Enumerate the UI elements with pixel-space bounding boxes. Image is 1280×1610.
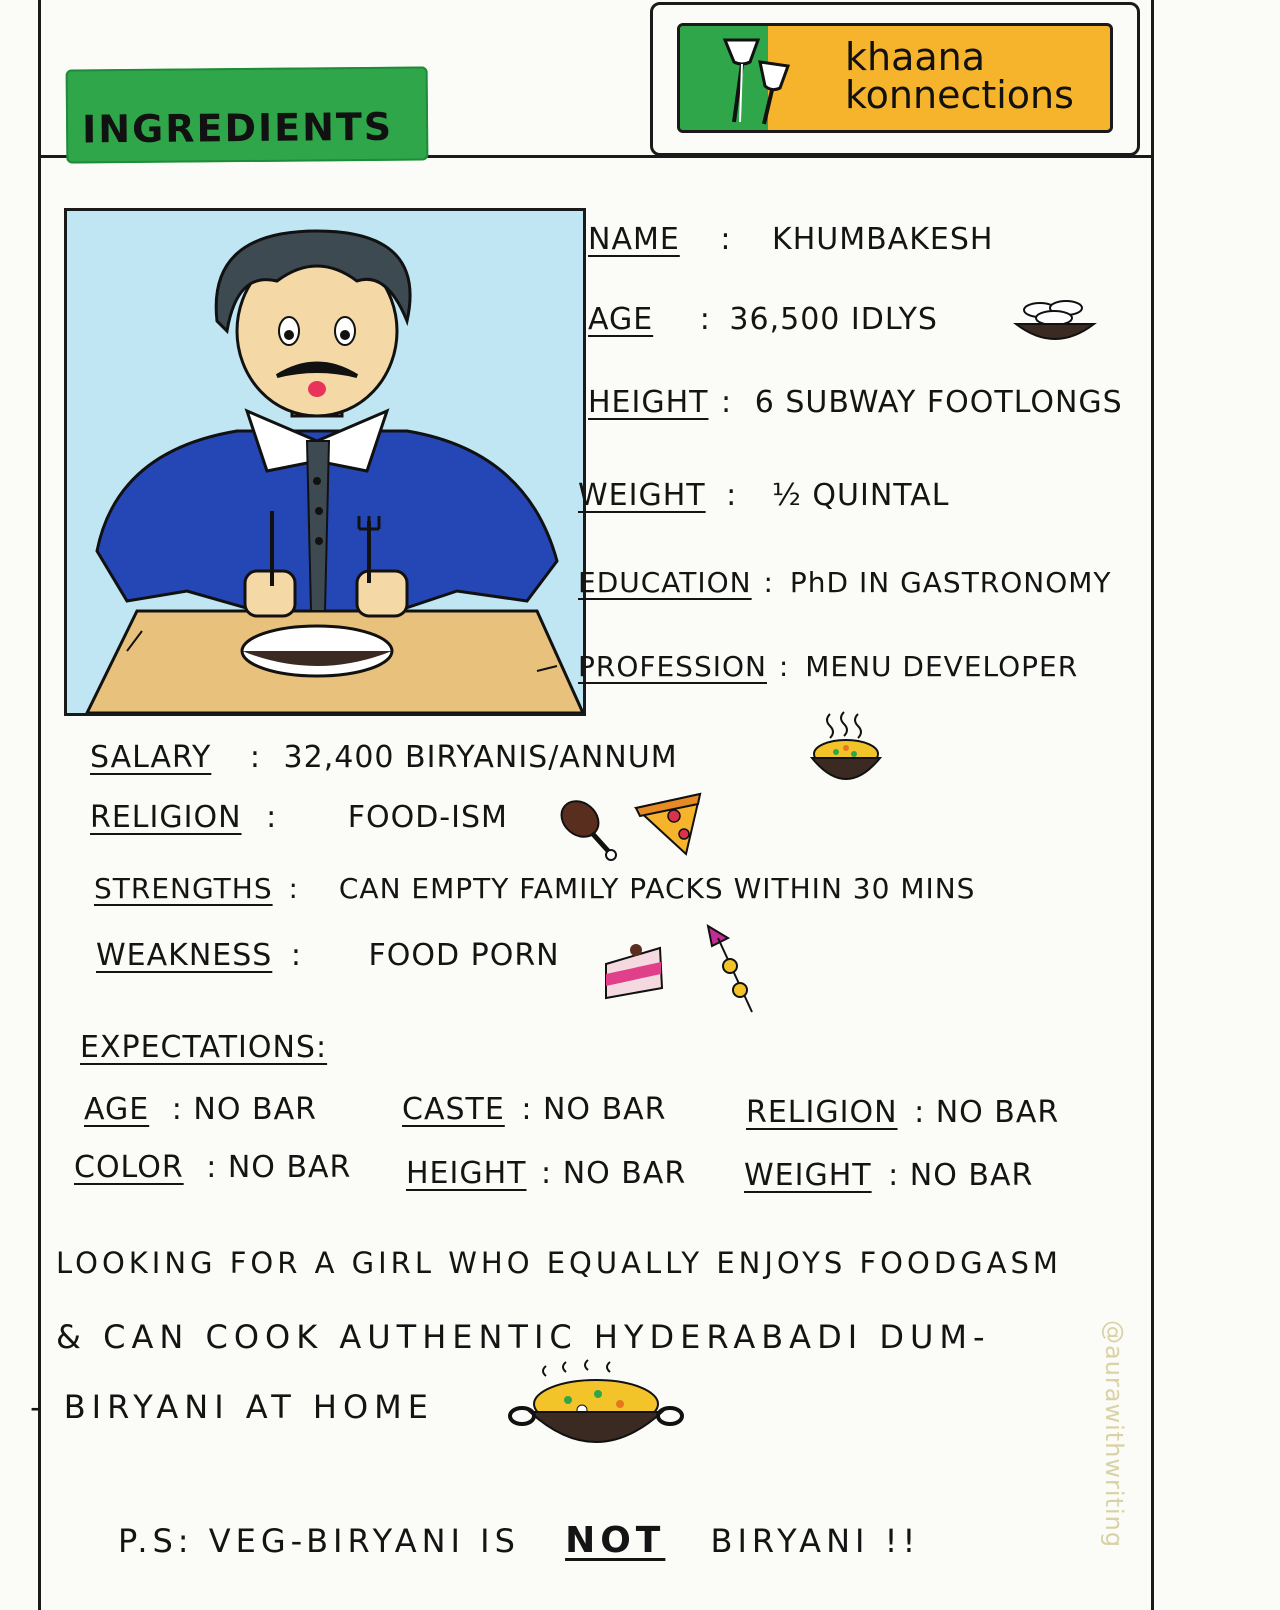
exp-religion-value: : NO BAR xyxy=(914,1095,1060,1130)
exp-age-field xyxy=(84,1092,317,1127)
looking-for-line-1: LOOKING FOR A GIRL WHO EQUALLY ENJOYS FOODGASM xyxy=(56,1246,1062,1280)
exp-age-label: AGE xyxy=(84,1092,150,1127)
salary-label: SALARY xyxy=(90,740,212,775)
height-label: HEIGHT xyxy=(588,385,709,420)
wine-glasses-icon xyxy=(720,32,810,126)
exp-caste-field xyxy=(402,1092,667,1127)
name-value: KHUMBAKESH xyxy=(772,222,994,257)
skewer-icon xyxy=(700,920,762,1020)
logo-text xyxy=(845,35,1074,117)
exp-weight-value: : NO BAR xyxy=(888,1158,1034,1193)
height-field xyxy=(588,385,1123,420)
looking-for-line-3: - BIRYANI AT HOME xyxy=(30,1388,434,1426)
education-sep: : xyxy=(763,566,774,599)
exp-age-value: : NO BAR xyxy=(171,1092,317,1127)
height-sep: : xyxy=(721,385,733,420)
weight-value: ½ QUINTAL xyxy=(771,478,950,513)
exp-color-field xyxy=(74,1150,351,1185)
exp-caste-label: CASTE xyxy=(402,1092,505,1127)
religion-value: FOOD-ISM xyxy=(347,800,508,835)
weight-sep: : xyxy=(726,478,738,513)
age-field xyxy=(588,302,938,337)
weight-label: WEIGHT xyxy=(578,478,706,513)
salary-value: 32,400 BIRYANIS/ANNUM xyxy=(283,740,678,775)
height-value: 6 SUBWAY FOOTLONGS xyxy=(754,385,1123,420)
weakness-value: FOOD PORN xyxy=(368,938,560,973)
name-label: NAME xyxy=(588,222,680,257)
salary-sep: : xyxy=(249,740,261,775)
weakness-field xyxy=(96,938,560,973)
education-field xyxy=(578,566,1112,599)
strengths-field xyxy=(94,872,975,905)
biryani-bowl-icon xyxy=(808,710,884,792)
portrait-illustration xyxy=(64,208,586,716)
ps-suffix: BIRYANI !! xyxy=(710,1522,921,1560)
biryani-handi-icon xyxy=(508,1352,684,1456)
exp-weight-field xyxy=(744,1158,1033,1193)
religion-sep: : xyxy=(266,800,278,835)
age-label: AGE xyxy=(588,302,654,337)
exp-religion-field xyxy=(746,1095,1059,1130)
weakness-sep: : xyxy=(290,938,302,973)
ps-line xyxy=(118,1520,920,1561)
strengths-sep: : xyxy=(288,872,299,905)
chef-portrait-image xyxy=(67,211,583,713)
logo-badge xyxy=(677,23,1113,133)
logo-line-2: konnections xyxy=(845,73,1074,117)
profession-sep: : xyxy=(778,650,790,683)
exp-height-label: HEIGHT xyxy=(406,1156,527,1191)
exp-height-value: : NO BAR xyxy=(541,1156,687,1191)
exp-color-value: : NO BAR xyxy=(206,1150,352,1185)
ps-emphasis: NOT xyxy=(565,1520,666,1561)
name-sep: : xyxy=(720,222,732,257)
weakness-label: WEAKNESS xyxy=(96,938,273,973)
ingredients-label: INGREDIENTS xyxy=(81,104,394,152)
watermark: @aurawithwriting xyxy=(1100,1320,1128,1549)
name-field xyxy=(588,222,993,257)
expectations-heading: EXPECTATIONS: xyxy=(80,1030,328,1065)
religion-field xyxy=(90,800,508,835)
exp-weight-label: WEIGHT xyxy=(744,1158,872,1193)
idli-bowl-icon xyxy=(1010,290,1100,352)
logo-frame xyxy=(650,2,1140,156)
religion-label: RELIGION xyxy=(90,800,242,835)
exp-color-label: COLOR xyxy=(74,1150,184,1185)
expectations-title xyxy=(80,1030,327,1065)
education-label: EDUCATION xyxy=(578,566,752,599)
ingredients-tag xyxy=(66,66,429,163)
ps-prefix: P.S: VEG-BIRYANI IS xyxy=(118,1522,520,1560)
chicken-leg-icon xyxy=(556,795,626,865)
salary-field xyxy=(90,740,678,775)
age-value: 36,500 IDLYS xyxy=(729,302,938,337)
education-value: PhD IN GASTRONOMY xyxy=(789,566,1112,599)
age-sep: : xyxy=(699,302,711,337)
pizza-slice-icon xyxy=(634,790,706,860)
strengths-value: CAN EMPTY FAMILY PACKS WITHIN 30 MINS xyxy=(338,872,976,905)
logo-line-1: khaana xyxy=(845,35,986,79)
exp-religion-label: RELIGION xyxy=(746,1095,898,1130)
looking-for-line-2: & CAN COOK AUTHENTIC HYDERABADI DUM- xyxy=(56,1318,991,1356)
exp-caste-value: : NO BAR xyxy=(521,1092,667,1127)
profession-value: MENU DEVELOPER xyxy=(805,650,1079,683)
cake-slice-icon xyxy=(602,940,668,1002)
strengths-label: STRENGTHS xyxy=(94,872,273,905)
weight-field xyxy=(578,478,950,513)
profession-field xyxy=(578,650,1078,683)
exp-height-field xyxy=(406,1156,686,1191)
profession-label: PROFESSION xyxy=(578,650,767,683)
